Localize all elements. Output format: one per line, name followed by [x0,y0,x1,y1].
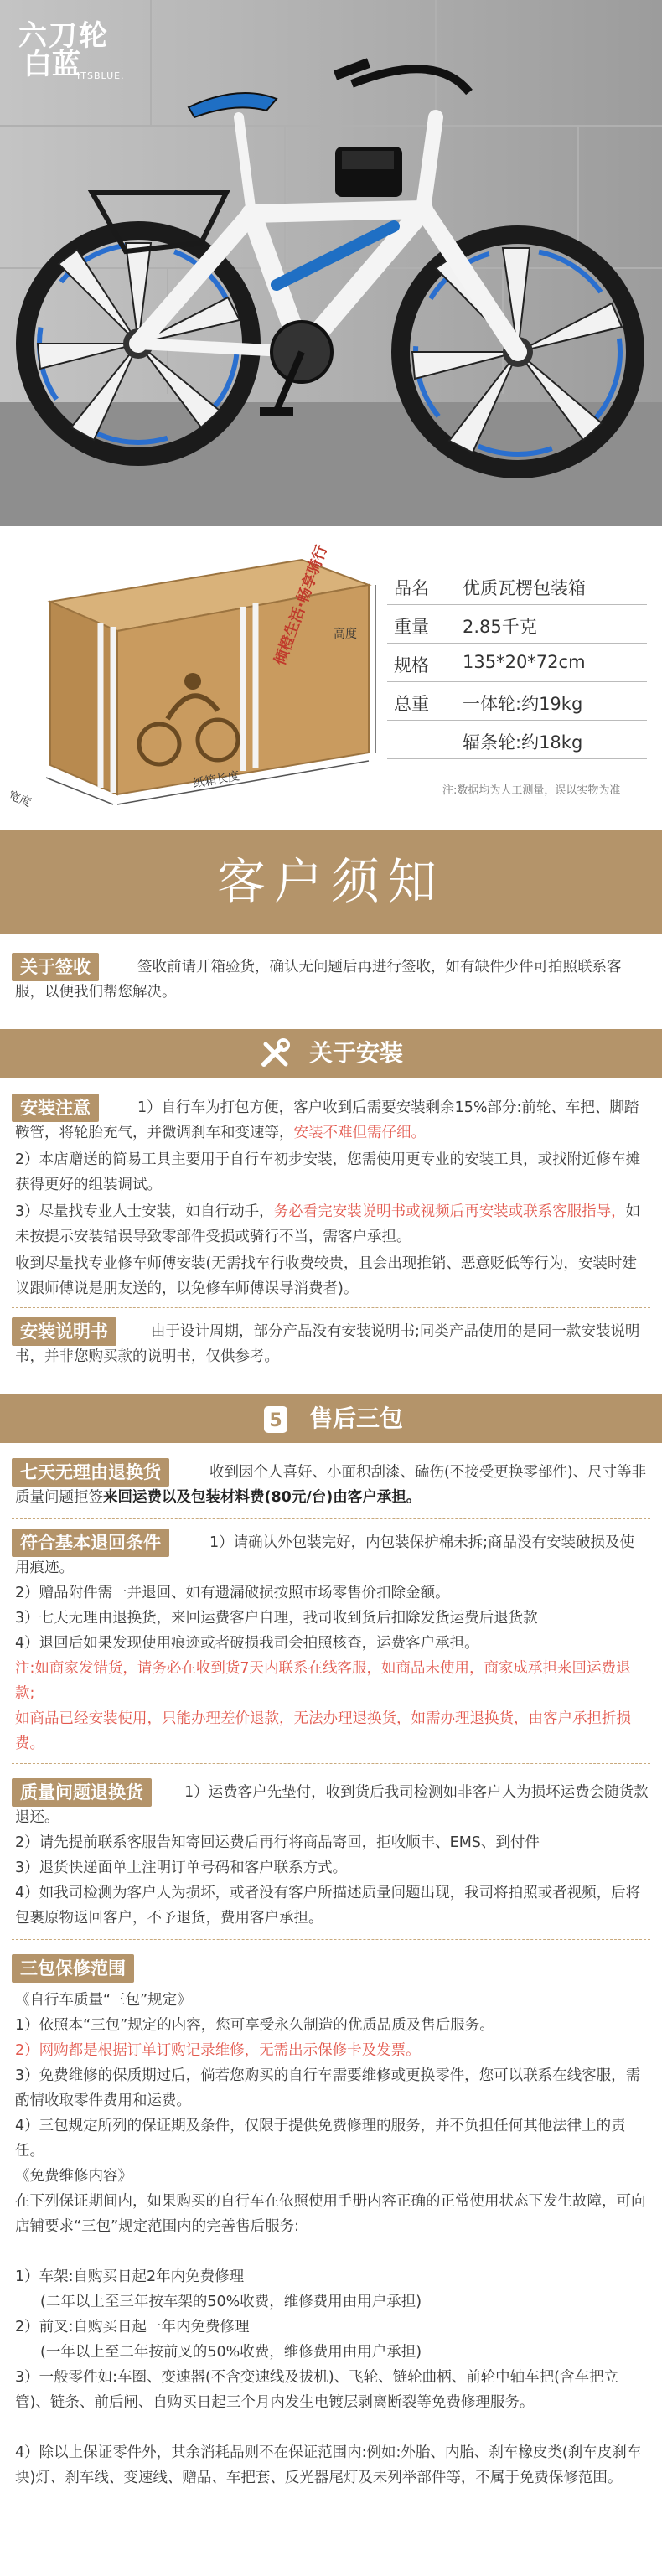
packaging-spec-section [0,526,662,811]
install-p1-warning: 安装不难但需仔细。 [293,1125,426,1141]
spec-value: 优质瓦楞包装箱 [463,578,586,598]
section-title-install [0,1029,662,1078]
spec-row-total [394,685,645,719]
spec-row-weight [394,608,645,642]
warranty-h1: 《自行车质量“三包”规定》 [15,1992,192,2009]
divider [12,1763,650,1764]
return-l2: 2）赠品附件需一并退回、如有遗漏破损按照市场零售价扣除金额。 [15,1585,450,1601]
spec-divider [387,758,647,759]
shipping-box-icon [0,526,385,811]
spec-value: 135*20*72cm [463,652,586,672]
box-print-slogan: 倾橙生活·畅享骑行 [271,542,332,668]
tools-icon [259,1037,292,1071]
section-title-install-text: 关于安装 [308,1039,403,1067]
return-l1: 1）请确认外包装完好，内包装保护棉未拆;商品没有安装破损及使用痕迹。 [15,1534,635,1576]
manual-text: 由于设计周期，部分产品没有安装说明书;同类产品使用的是同一款安装说明书，并非您购买款的说明书，仅供参考。 [15,1323,640,1365]
spec-divider [387,720,647,721]
return-red-1: 注:如商家发错货，请务必在收到货7天内联系在线客服，如商品未使用，商家成承担来回运费退款; [15,1660,631,1702]
warranty-i3: 3）一般零件如:车圈、变速器(不含变速线及拔机)、飞轮、链轮曲柄、前轮中轴车把(含车把立管)、链条、前后闸、自购买日起三个月内发生电镀层剥离断裂等免费修理服务。 [15,2369,619,2411]
warranty-i2b: (一年以上至二年按前叉的50%收费，维修费用由用户承担) [40,2344,422,2361]
divider [12,1939,650,1940]
warranty-w2: 2）网购都是根据订单订购记录维修，无需出示保修卡及发票。 [15,2042,421,2059]
install-p3 [15,1199,649,1249]
quality-l3: 3）退货快递面单上注明订单号码和客户联系方式。 [15,1860,348,1876]
warranty-i2: 2）前叉:自购买日起一年内免费修理 [15,2319,250,2335]
install-p3-tail: 如未按提示安装错误导致零部件受损或骑行不当，需客户承担。 [15,1203,641,1245]
spec-divider [387,643,647,644]
quality-l2: 2）请先提前联系客服告知寄回运费后再行将商品寄回，拒收顺丰、EMS、到付件 [15,1834,540,1851]
spec-value: 一体轮:约19kg [463,694,583,714]
tag-seven-day: 七天无理由退换货 [12,1458,169,1487]
tag-manual: 安装说明书 [12,1317,116,1346]
return-red-2: 如商品已经安装使用，只能办理差价退款，无法办理退换货，如需办理退换货，由客户承担折损费。 [15,1710,631,1752]
section-title-aftersale-text: 售后三包 [308,1404,403,1432]
svg-text:5: 5 [269,1410,282,1431]
install-p3-text: 3）尽量找专业人士安装，如自行动手， [15,1203,274,1220]
spec-key: 品名 [394,578,429,598]
spec-note: 注:数据均为人工测量，误以实物为准 [442,784,621,797]
warranty-intro: 在下列保证期间内，如果购买的自行车在依照使用手册内容正确的正常使用状态下发生故障，可向店铺要求“三包”规定范围内的完善售后服务: [15,2193,646,2235]
warranty-h2: 《免费维修内容》 [15,2168,132,2185]
seven-day-text-a: 收到因个人喜好、小面积刮漆、磕伤(不接受更换零部件)、尺寸等非质量问题拒签 [15,1464,647,1506]
dim-length-label: 纸箱长度 [192,769,241,791]
return-l4: 4）退回后如果发现使用痕迹或者破损我司会拍照核查，运费客户承担。 [15,1635,479,1652]
brand-logo-line1: 六刀轮 [18,19,109,53]
install-p3-warning: 务必看完安装说明书或视频后再安装或联系客服指导， [273,1203,626,1220]
brand-logo-sub: ITSBLUE. [77,70,125,81]
seven-day-text-b: 来回运费以及包装材料费(80元/台)由客户承担。 [103,1489,422,1506]
divider [12,1307,650,1308]
return-l3: 3）七天无理由退换货，来回运费客户自理，我司收到货后扣除发货运费后退货款 [15,1610,538,1627]
seven-day-text [15,1460,649,1510]
spec-value: 辐条轮:约18kg [463,732,583,753]
install-p1-text: 1）自行车为打包方便，客户收到后需要安装剩余15%部分:前轮、车把、脚踏鞍管，将轮胎充气，并微调刹车和变速等， [15,1099,639,1141]
badge-icon [259,1403,292,1436]
tag-signoff: 关于签收 [12,953,99,981]
quality-l4: 4）如我司检测为客户人为损坏，或者没有客户所描述质量问题出现，我司将拍照或者视频，后将包裹原物返回客户，不予退货，费用客户承担。 [15,1885,641,1927]
spec-key: 规格 [394,655,429,675]
warranty-i1: 1）车架:自购买日起2年内免费修理 [15,2268,245,2285]
warranty-w1: 1）依照本“三包”规定的内容，您可享受永久制造的优质品质及售后服务。 [15,2017,494,2034]
signoff-text: 签收前请开箱验货，确认无问题后再进行签收，如有缺件少件可拍照联系客服，以便我们帮您解决。 [15,959,622,1001]
spec-row-size [394,647,645,680]
spec-row-total-2 [394,724,645,758]
hero-bike-photo [0,0,662,526]
quality-l1: 1）运费客户先垫付，收到货后我司检测如非客户人为损坏运费会随货款退还。 [15,1784,649,1826]
section-title-aftersale [0,1394,662,1443]
warranty-w4: 4）三包规定所列的保证期及条件，仅限于提供免费修理的服务，并不负担任何其他法律上的责任。 [15,2118,626,2160]
spec-divider [387,604,647,605]
spec-row-name [394,570,645,603]
spec-value: 2.85千克 [463,617,537,637]
tag-install-note: 安装注意 [12,1094,99,1122]
install-p1 [15,1095,649,1146]
install-p4: 收到尽量找专业修车师傅安装(无需找车行收费较贵，且会出现推销、恶意贬低等行为，安装时建议跟师傅说是朋友送的，以免修车师傅误导消费者)。 [15,1255,637,1297]
tag-return-cond: 符合基本退回条件 [12,1529,169,1557]
install-p2: 2）本店赠送的简易工具主要用于自行车初步安装，您需使用更专业的安装工具，或找附近修车摊获得更好的组装调试。 [15,1151,641,1193]
tag-quality: 质量问题退换货 [12,1778,152,1807]
spec-key: 重量 [394,617,429,637]
tag-warranty: 三包保修范围 [12,1954,134,1983]
spec-key: 总重 [394,694,429,714]
brand-logo-line2: 白蓝 [23,48,80,81]
spec-divider [387,681,647,682]
dim-width-label: 宽度 [6,789,34,810]
divider [12,1518,650,1519]
warranty-w3: 3）免费维修的保质期过后，倘若您购买的自行车需要维修或更换零件，您可以联系在线客服，需酌情收取零件费用和运费。 [15,2067,641,2109]
notice-title: 客户须知 [216,853,445,910]
warranty-i1b: (二年以上至三年按车架的50%收费，维修费用由用户承担) [40,2294,422,2310]
warranty-i4: 4）除以上保证零件外，其余消耗品则不在保证范围内:例如:外胎、内胎、刹车橡皮类(刹车皮刹车块)灯、刹车线、变速线、赠品、车把套、反光器尾灯及未列举部件等，不属于免费保修范围。 [15,2444,642,2486]
dim-height-label: 高度 [334,628,357,641]
